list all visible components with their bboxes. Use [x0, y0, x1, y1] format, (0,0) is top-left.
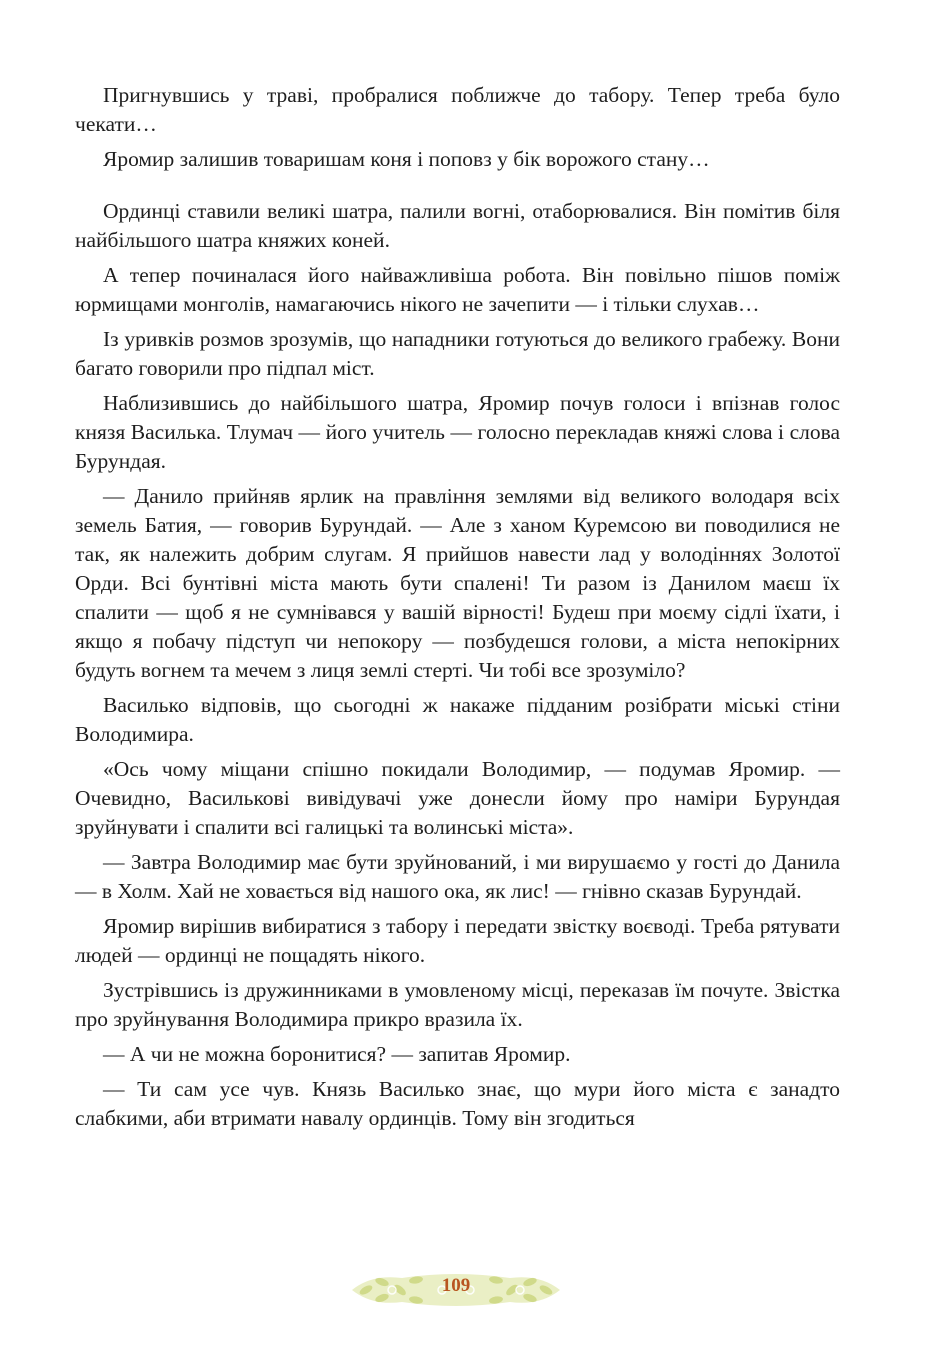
paragraph: Ординці ставили великі шатра, палили вогні, отаборювалися. Він помітив біля найбільшого шатра княжих коней. [75, 199, 840, 252]
paragraph: Яромир залишив товаришам коня і поповз у бік ворожого стану… [103, 147, 710, 171]
page-footer [352, 1270, 560, 1310]
paragraph: Із уривків розмов зрозумів, що нападники готуються до великого грабежу. Вони багато говорили про підпал міст. [75, 327, 840, 380]
page-number: 109 [441, 1275, 471, 1296]
paragraph: — А чи не можна боронитися? — запитав Яромир. [103, 1042, 571, 1066]
paragraph: — Завтра Володимир має бути зруйнований, і ми вирушаємо у гості до Данила — в Холм. Хай не ховається від нашого ока, як лис! — гнівно сказав Бурундай. [75, 850, 840, 903]
paragraph: Зустрівшись із дружинниками в умовленому місці, переказав їм почуте. Звістка про зруйнування Володимира прикро вразила їх. [75, 978, 840, 1031]
paragraph: А тепер починалася його найважливіша робота. Він повільно пішов поміж юрмищами монголів, намагаючись нікого не зачепити — і тільки слухав… [75, 263, 840, 316]
paragraph: — Ти сам усе чув. Князь Василько знає, що мури його міста є занадто слабкими, аби втримати навалу ординців. Тому він згодиться [75, 1077, 840, 1130]
paragraph: «Ось чому міщани спішно покидали Володимир, — подумав Яромир. — Очевидно, Васильковi вивідувачі уже донесли йому про наміри Бурундая зруйнувати і спалити всі галицькі та волинські міста». [75, 757, 840, 839]
paragraph: Василько відповів, що сьогодні ж накаже підданим розібрати міські стіни Володимира. [75, 693, 840, 746]
story-text [75, 81, 840, 1139]
paragraph: — Данило прийняв ярлик на правління землями від великого володаря всіх земель Батия, — говорив Бурундай. — Але з ханом Куремсою ви поводилися не так, як належить добрим слугам. Я прийшов навести лад у володіннях Золотої Орди. Всі бунтівні міста мають бути спалені! Ти разом із Данилом маєш їх спалити — щоб я не сумнівався у вашій вірності! Будеш при моєму сідлі їхати, і якщо я побачу підступ чи непокору — позбудешся голови, а міста непокірних будуть вогнем та мечем з лиця землі стерті. Чи тобі все зрозуміло? [75, 484, 840, 682]
paragraph: Наблизившись до найбільшого шатра, Яромир почув голоси і впізнав голос князя Василька. Тлумач — його учитель — голосно перекладав княжі слова і слова Бурундая. [75, 391, 840, 473]
paragraph: Яромир вирішив вибиратися з табору і передати звістку воєводі. Треба рятувати людей — ординці не пощадять нікого. [75, 914, 840, 967]
paragraph: Пригнувшись у траві, пробралися поближче до табору. Тепер треба було чекати… [75, 83, 840, 136]
